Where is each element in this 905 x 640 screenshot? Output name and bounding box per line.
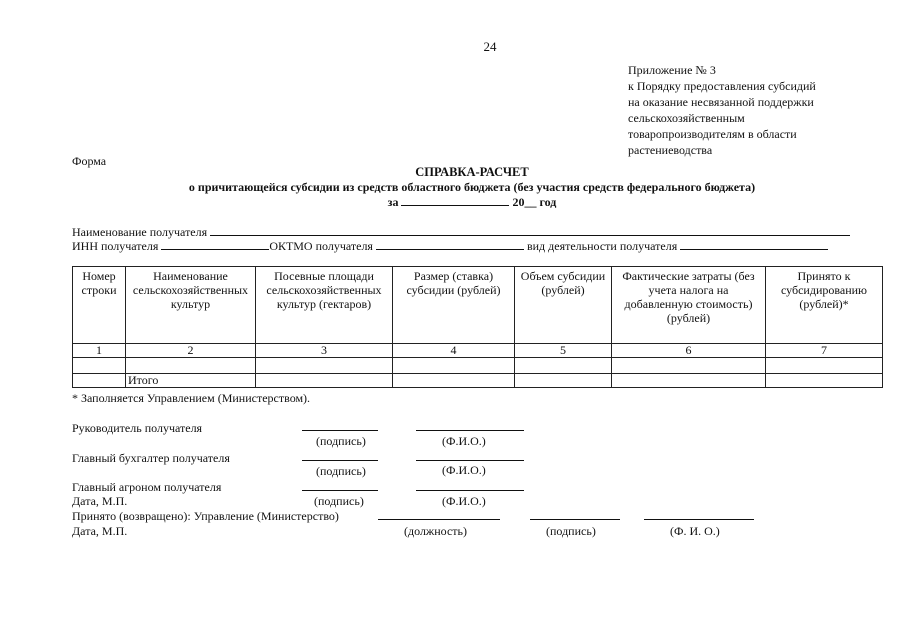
header-row-number: Номер строки bbox=[73, 267, 126, 344]
inn-label: ИНН получателя bbox=[72, 239, 159, 253]
period-blank-line[interactable] bbox=[401, 195, 509, 206]
column-number: 3 bbox=[256, 344, 393, 358]
accountant-label: Главный бухгалтер получателя bbox=[72, 451, 230, 465]
appendix-line: растениеводства bbox=[628, 143, 713, 157]
appendix-line: Приложение № 3 bbox=[628, 63, 716, 77]
period-prefix: за bbox=[387, 195, 399, 209]
period-year: 20__ год bbox=[512, 195, 557, 209]
accountant-signature-line[interactable] bbox=[302, 460, 378, 461]
table-cell[interactable] bbox=[766, 374, 883, 388]
signature-caption: (подпись) bbox=[546, 524, 596, 538]
column-number: 2 bbox=[126, 344, 256, 358]
recipient-name-row bbox=[72, 225, 850, 239]
column-number: 4 bbox=[393, 344, 515, 358]
header-subsidy-amount: Объем субсидии (рублей) bbox=[515, 267, 612, 344]
period-row bbox=[0, 195, 905, 209]
agronomist-label: Главный агроном получателя bbox=[72, 480, 222, 494]
table-row bbox=[73, 358, 883, 374]
name-caption: (Ф.И.О.) bbox=[442, 434, 486, 448]
accepted-label: Принято (возвращено): Управление (Министерство) bbox=[72, 509, 339, 523]
table-cell bbox=[73, 374, 126, 388]
signature-caption: (подпись) bbox=[316, 464, 366, 478]
table-cell[interactable] bbox=[393, 374, 515, 388]
header-accepted: Принято к субсидированию (рублей)* bbox=[766, 267, 883, 344]
inn-field[interactable] bbox=[161, 239, 269, 250]
table-header-row bbox=[73, 267, 883, 344]
appendix-note bbox=[628, 62, 843, 158]
name-caption: (Ф. И. О.) bbox=[670, 524, 720, 538]
column-number: 5 bbox=[515, 344, 612, 358]
header-sown-area: Посевные площади сельскохозяйственных культур (гектаров) bbox=[256, 267, 393, 344]
page-number: 24 bbox=[483, 39, 497, 54]
table-cell[interactable] bbox=[73, 358, 126, 374]
table-cell[interactable] bbox=[515, 358, 612, 374]
name-caption: (Ф.И.О.) bbox=[442, 494, 486, 508]
recipient-name-label: Наименование получателя bbox=[72, 225, 208, 239]
date-stamp-label: Дата, М.П. bbox=[72, 494, 128, 508]
table-cell[interactable] bbox=[766, 358, 883, 374]
signature-caption: (подпись) bbox=[316, 434, 366, 448]
activity-label: вид деятельности получателя bbox=[526, 239, 678, 253]
table-cell[interactable] bbox=[612, 358, 766, 374]
footnote: * Заполняется Управлением (Министерством). bbox=[72, 391, 311, 405]
document-title: СПРАВКА-РАСЧЕТ bbox=[415, 165, 529, 179]
header-actual-costs: Фактические затраты (без учета налога на добавленную стоимость) (рублей) bbox=[612, 267, 766, 344]
oktmo-field[interactable] bbox=[376, 239, 524, 250]
position-caption: (должность) bbox=[404, 524, 467, 538]
appendix-line: товаропроизводителям в области bbox=[628, 127, 797, 141]
total-row bbox=[73, 374, 883, 388]
header-crop-name: Наименование сельскохозяйственных культур bbox=[126, 267, 256, 344]
accepted-name-line[interactable] bbox=[644, 519, 754, 520]
column-number-row bbox=[73, 344, 883, 358]
appendix-line: к Порядку предоставления субсидий bbox=[628, 79, 816, 93]
total-label: Итого bbox=[126, 374, 256, 388]
header-subsidy-rate: Размер (ставка) субсидии (рублей) bbox=[393, 267, 515, 344]
table-cell[interactable] bbox=[126, 358, 256, 374]
accepted-position-line[interactable] bbox=[378, 519, 500, 520]
recipient-name-field[interactable] bbox=[210, 225, 850, 236]
appendix-line: на оказание несвязанной поддержки bbox=[628, 95, 814, 109]
table-cell[interactable] bbox=[393, 358, 515, 374]
agronomist-signature-line[interactable] bbox=[302, 490, 378, 491]
subsidy-calculation-table bbox=[72, 266, 883, 388]
appendix-line: сельскохозяйственным bbox=[628, 111, 745, 125]
recipient-codes-row bbox=[72, 239, 828, 253]
date-stamp-label: Дата, М.П. bbox=[72, 524, 128, 538]
table-cell[interactable] bbox=[256, 358, 393, 374]
head-name-line[interactable] bbox=[416, 430, 524, 431]
column-number: 1 bbox=[73, 344, 126, 358]
table-cell[interactable] bbox=[612, 374, 766, 388]
table-cell[interactable] bbox=[515, 374, 612, 388]
agronomist-name-line[interactable] bbox=[416, 490, 524, 491]
head-signature-line[interactable] bbox=[302, 430, 378, 431]
oktmo-label: ОКТМО получателя bbox=[269, 239, 373, 253]
head-label: Руководитель получателя bbox=[72, 421, 203, 435]
table-cell[interactable] bbox=[256, 374, 393, 388]
signature-caption: (подпись) bbox=[314, 494, 364, 508]
accountant-name-line[interactable] bbox=[416, 460, 524, 461]
column-number: 6 bbox=[612, 344, 766, 358]
column-number: 7 bbox=[766, 344, 883, 358]
activity-field[interactable] bbox=[680, 239, 828, 250]
form-label: Форма bbox=[72, 154, 107, 168]
accepted-signature-line[interactable] bbox=[530, 519, 620, 520]
name-caption: (Ф.И.О.) bbox=[442, 463, 486, 477]
document-subtitle: о причитающейся субсидии из средств областного бюджета (без участия средств федерального бюджета) bbox=[188, 180, 756, 194]
